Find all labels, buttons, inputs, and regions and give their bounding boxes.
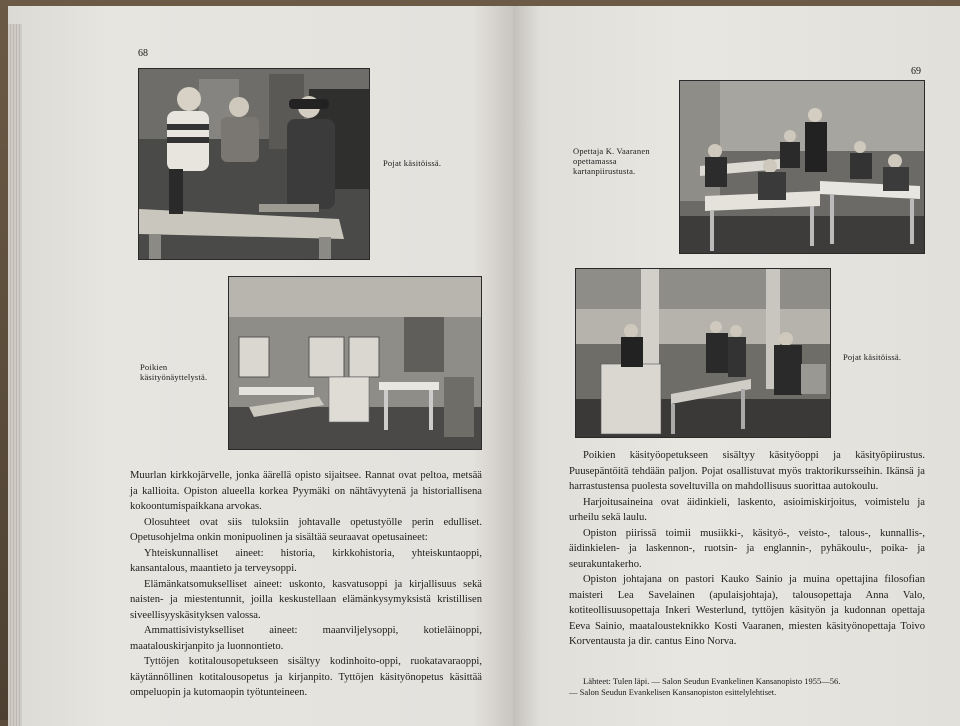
paragraph: Olosuhteet ovat siis tuloksiin johtavalle opetustyölle perin edulliset. Opetusohjelma onkin monipuolinen ja sisältää seuraavat opetusaineet: <box>130 516 482 543</box>
paragraph: Elämänkatsomukselliset aineet: uskonto, kasvatusoppi ja kirjallisuus sekä naisten- ja miestentunnit, joilla keskustellaan elämänkysymyksistä kristillisen siveellisyyskäsityksen valossa. <box>130 578 482 621</box>
paragraph: Harjoitusaineina ovat äidinkieli, laskento, asioimiskirjoitus, voimistelu ja urheilu sekä laulu. <box>569 496 925 523</box>
open-book <box>8 6 960 726</box>
caption-middle-left: Poikien käsityönäyttelystä. <box>140 362 208 382</box>
source-line: — Salon Seudun Evankelisen Kansanopiston esittelylehtiset. <box>569 687 777 697</box>
caption-top-right: Opettaja K. Vaaranen opettamassa kartanpiirustusta. <box>573 146 650 176</box>
photo-woodwork-exhibition <box>228 276 482 450</box>
page-number-right: 69 <box>911 66 921 77</box>
left-page <box>8 6 513 726</box>
paragraph: Tyttöjen kotitalousopetukseen sisältyy kodinhoito-oppi, ruokatavaraoppi, käytännöllinen kotitalousopetus ja kirjanpito. Tyttöjen käsityönopetus käsittää ompeluopin ja kutomaopin työtunteineen. <box>130 656 482 698</box>
paragraph: Ammattisivistykselliset aineet: maanviljelysoppi, kotieläinoppi, maatalouskirjanpito ja luonnontieto. <box>130 625 482 652</box>
left-body-text <box>130 468 482 701</box>
photo-drafting-class <box>679 80 925 254</box>
photo-boys-woodworking <box>138 68 370 260</box>
page-number-left: 68 <box>138 48 148 59</box>
paragraph: Muurlan kirkkojärvelle, jonka äärellä opisto sijaitsee. Rannat ovat peltoa, metsää ja kallioita. Opiston alueella korkea Pyymäki on nähtävyytenä ja historiallisena kokoontumispaikkana arvokas. <box>130 470 482 512</box>
page-edges <box>8 24 22 726</box>
caption-middle-right: Pojat käsitöissä. <box>843 352 902 362</box>
paragraph: Opiston johtajana on pastori Kauko Sainio ja muina opettajina filosofian maisteri Lea Savelainen (apulaisjohtaja), talousopettaja Anna Valo, kotiteollisuusopettaja Inkeri Westerlund, tyttöjen käsityön ja kudonnan opettaja Eeva Sainio, maatalousteknikko Kosti Vaaranen, miesten käsityönopettaja Toivo Korventausta ja dir. cantus Eino Norva. <box>569 574 925 647</box>
paragraph: Yhteiskunnalliset aineet: historia, kirkkohistoria, yhteiskuntaoppi, kansantalous, maantieto ja terveysoppi. <box>130 547 482 574</box>
right-body-text <box>569 448 925 650</box>
photo-boys-workshop <box>575 268 831 438</box>
right-page <box>513 6 960 726</box>
paragraph: Opiston piirissä toimii musiikki-, käsityö-, veisto-, talous-, kunnallis-, äidinkielen- ja laskennon-, ruotsin- ja englannin-, pyhäkoulu-, poika- ja seurakuntakerho. <box>569 527 925 570</box>
caption-top-left: Pojat käsitöissä. <box>383 158 442 168</box>
sources-note <box>569 676 929 698</box>
paragraph: Poikien käsityöopetukseen sisältyy käsityöoppi ja käsityöpiirustus. Puusepäntöitä tehdään paljon. Pojat osallistuvat myös traktorikursseihin. Ikänsä ja harrastustensa puolesta soveltuvilla on mahdollisuus suorittaa autokoulu. <box>569 450 925 492</box>
source-line: Lähteet: Tulen läpi. — Salon Seudun Evankelinen Kansanopisto 1955—56. <box>583 676 841 686</box>
